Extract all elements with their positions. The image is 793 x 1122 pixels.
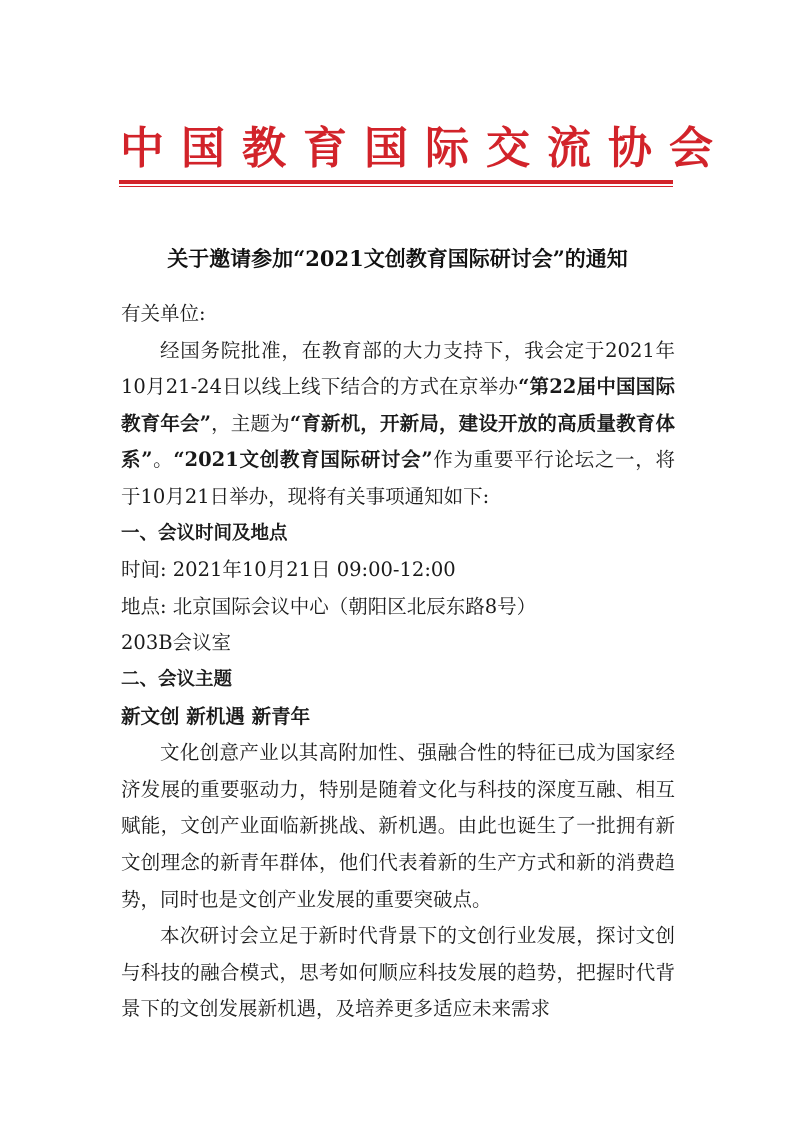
meeting-place: 地点: 北京国际会议中心（朝阳区北辰东路8号）	[121, 594, 537, 618]
meeting-theme: 新文创 新机遇 新青年	[121, 704, 311, 728]
section-heading-time-place: 一、会议时间及地点	[121, 522, 288, 544]
meeting-room: 203B会议室	[121, 631, 232, 655]
theme-paragraph-1: 文化创意产业以其高附加性、强融合性的特征已成为国家经济发展的重要驱动力，特别是随着文化与科技的深度互融、相互赋能，文创产业面临新挑战、新机遇。由此也诞生了一批拥有新文创理念的新青年群体，他们代表着新的生产方式和新的消费趋势，同时也是文创产业发展的重要突破点。	[121, 741, 675, 911]
document-title: 关于邀请参加“2021文创教育国际研讨会”的通知	[167, 246, 628, 271]
letterhead-divider-thick	[119, 180, 673, 184]
seminar-name: “2021文创教育国际研讨会”	[173, 448, 433, 472]
intro-text-1: 经国务院批准，在教育部的大力支持下，我会定于2021年10月21-24日以线上线下结合的方式在京举办	[121, 338, 675, 399]
letterhead-divider-thin	[119, 186, 673, 187]
intro-text-2: ，主题为	[210, 411, 290, 435]
letterhead-org-name: 中国教育国际交流协会	[120, 123, 730, 174]
event-name: “第22届中国国际教育年会”	[121, 375, 676, 435]
theme-paragraph-2: 本次研讨会立足于新时代背景下的文创行业发展，探讨文创与科技的融合模式，思考如何顺应科技发展的趋势，把握时代背景下的文创发展新机遇，及培养更多适应未来需求	[121, 924, 675, 1021]
meeting-time: 时间: 2021年10月21日 09:00-12:00	[121, 558, 456, 582]
event-theme: “育新机，开新局，建设开放的高质量教育体系”	[121, 411, 675, 472]
salutation: 有关单位:	[121, 302, 206, 325]
intro-text-3: 。	[152, 448, 174, 472]
intro-text-4: 作为重要平行论坛之一，将于10月21日举办，现将有关事项通知如下:	[121, 448, 675, 508]
document-body	[121, 296, 675, 1028]
intro-paragraph	[121, 333, 675, 516]
section-heading-theme: 二、会议主题	[121, 668, 233, 690]
